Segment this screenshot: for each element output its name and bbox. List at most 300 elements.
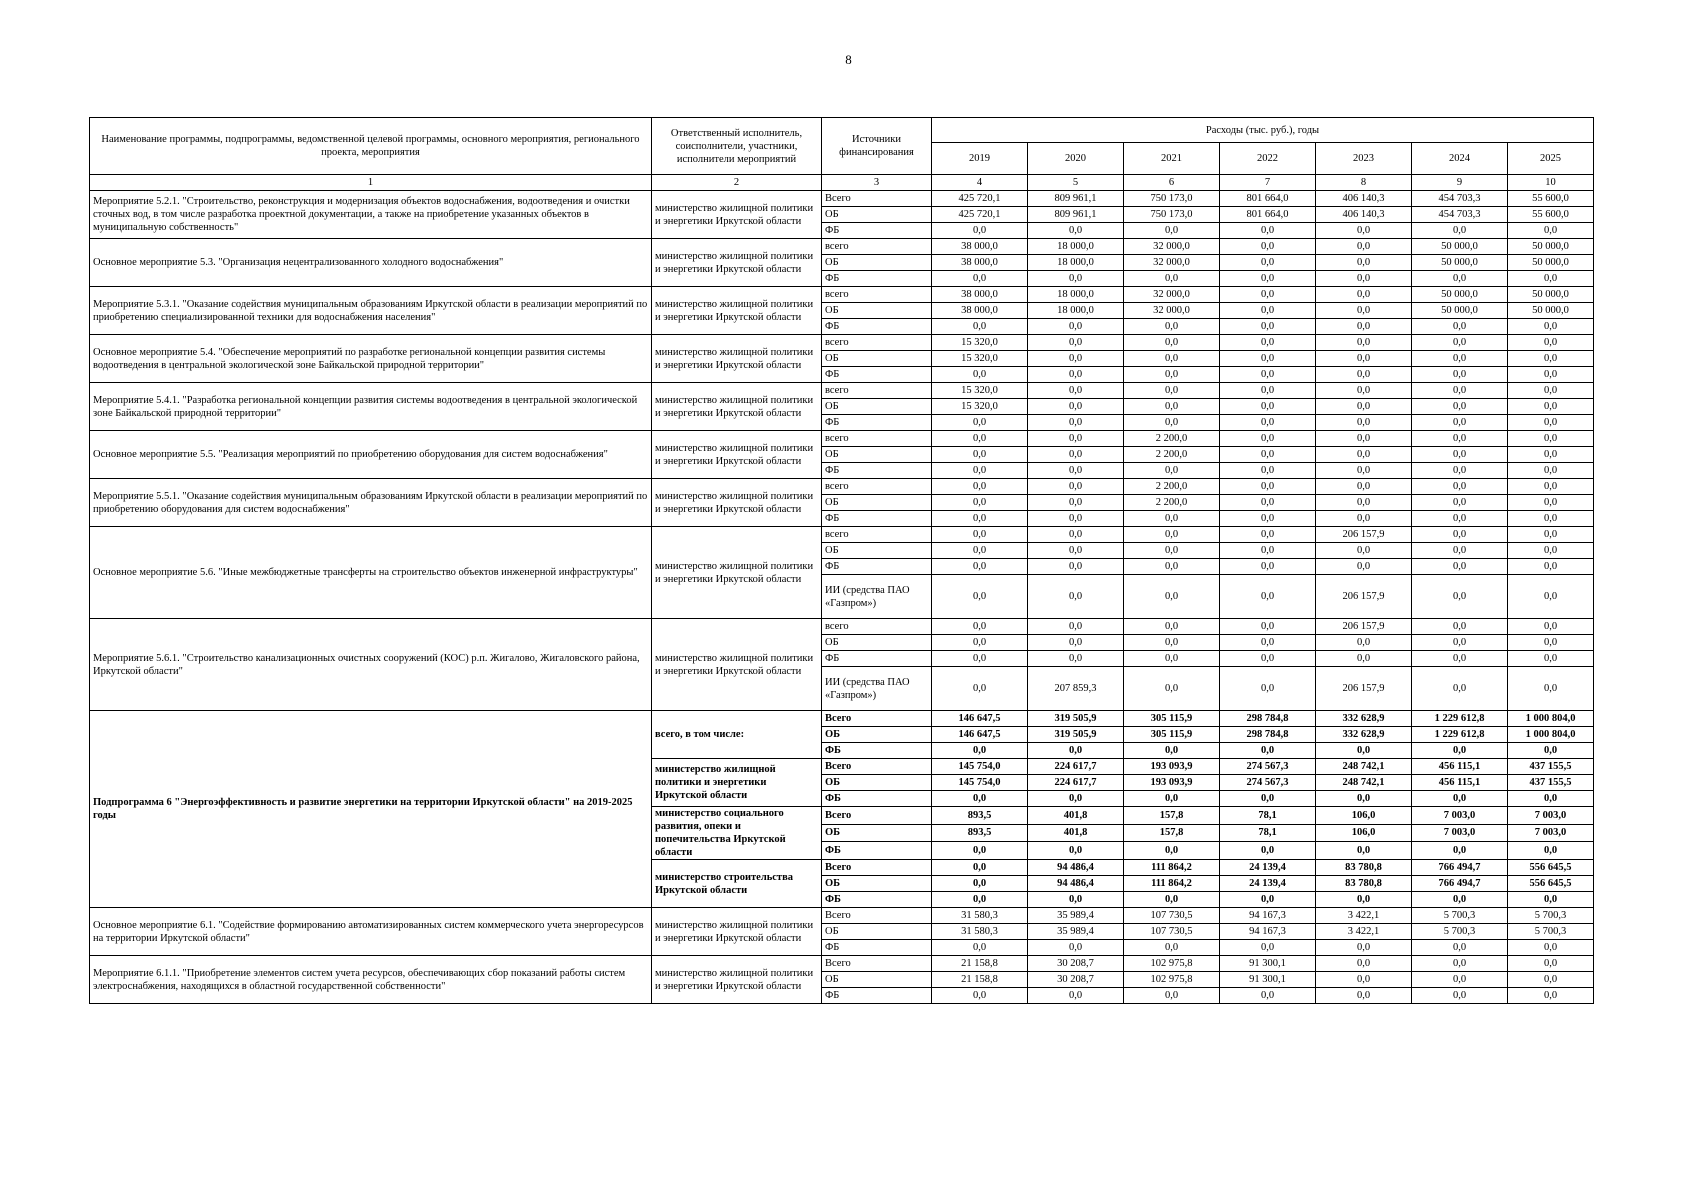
amount-cell: 0,0 — [1412, 447, 1508, 463]
amount-cell: 454 703,3 — [1412, 207, 1508, 223]
table-row — [90, 239, 1594, 255]
amount-cell: 0,0 — [1316, 635, 1412, 651]
amount-cell: 111 864,2 — [1124, 876, 1220, 892]
funding-source: ФБ — [822, 559, 932, 575]
funding-source: Всего — [822, 759, 932, 775]
amount-cell: 0,0 — [1412, 495, 1508, 511]
amount-cell: 1 000 804,0 — [1508, 727, 1594, 743]
amount-cell: 30 208,7 — [1028, 972, 1124, 988]
amount-cell: 21 158,8 — [932, 956, 1028, 972]
amount-cell: 206 157,9 — [1316, 619, 1412, 635]
amount-cell: 0,0 — [1028, 463, 1124, 479]
amount-cell: 456 115,1 — [1412, 775, 1508, 791]
amount-cell: 0,0 — [1412, 399, 1508, 415]
amount-cell: 15 320,0 — [932, 399, 1028, 415]
amount-cell: 0,0 — [932, 842, 1028, 860]
amount-cell: 94 167,3 — [1220, 908, 1316, 924]
amount-cell: 0,0 — [1316, 972, 1412, 988]
amount-cell: 0,0 — [1508, 527, 1594, 543]
amount-cell: 0,0 — [1220, 399, 1316, 415]
amount-cell: 0,0 — [1220, 463, 1316, 479]
executor-cell: министерство жилищной политики и энергетики Иркутской области — [652, 239, 822, 287]
amount-cell: 319 505,9 — [1028, 727, 1124, 743]
amount-cell: 0,0 — [1124, 319, 1220, 335]
header-year: 2019 — [932, 143, 1028, 175]
amount-cell: 401,8 — [1028, 824, 1124, 842]
amount-cell: 18 000,0 — [1028, 303, 1124, 319]
amount-cell: 0,0 — [1124, 463, 1220, 479]
table-row — [90, 287, 1594, 303]
amount-cell: 0,0 — [1412, 543, 1508, 559]
amount-cell: 0,0 — [1316, 956, 1412, 972]
amount-cell: 0,0 — [1508, 988, 1594, 1004]
amount-cell: 18 000,0 — [1028, 239, 1124, 255]
amount-cell: 0,0 — [1124, 559, 1220, 575]
amount-cell: 0,0 — [932, 431, 1028, 447]
executor-cell: министерство жилищной политики и энергетики Иркутской области — [652, 335, 822, 383]
amount-cell: 0,0 — [1412, 223, 1508, 239]
table-row — [90, 191, 1594, 207]
amount-cell: 0,0 — [932, 223, 1028, 239]
amount-cell: 7 003,0 — [1508, 824, 1594, 842]
column-index: 9 — [1412, 175, 1508, 191]
header-name: Наименование программы, подпрограммы, ведомственной целевой программы, основного мероприятия, регионального проекта, мероприятия — [90, 118, 652, 175]
amount-cell: 893,5 — [932, 824, 1028, 842]
amount-cell: 0,0 — [1028, 892, 1124, 908]
header-year: 2024 — [1412, 143, 1508, 175]
amount-cell: 0,0 — [1412, 892, 1508, 908]
amount-cell: 0,0 — [1508, 495, 1594, 511]
amount-cell: 0,0 — [1124, 543, 1220, 559]
amount-cell: 0,0 — [1220, 319, 1316, 335]
funding-source: всего — [822, 239, 932, 255]
amount-cell: 15 320,0 — [932, 383, 1028, 399]
amount-cell: 0,0 — [1028, 367, 1124, 383]
amount-cell: 0,0 — [1028, 447, 1124, 463]
amount-cell: 107 730,5 — [1124, 924, 1220, 940]
amount-cell: 7 003,0 — [1412, 807, 1508, 825]
amount-cell: 0,0 — [1124, 940, 1220, 956]
activity-name: Основное мероприятие 6.1. "Содействие формированию автоматизированных систем коммерческого учета энергоресурсов на территории Иркутской области" — [90, 908, 652, 956]
amount-cell: 332 628,9 — [1316, 727, 1412, 743]
amount-cell: 0,0 — [932, 271, 1028, 287]
amount-cell: 0,0 — [1316, 319, 1412, 335]
amount-cell: 456 115,1 — [1412, 759, 1508, 775]
amount-cell: 0,0 — [1412, 651, 1508, 667]
amount-cell: 94 167,3 — [1220, 924, 1316, 940]
amount-cell: 0,0 — [932, 791, 1028, 807]
funding-source: ФБ — [822, 940, 932, 956]
amount-cell: 50 000,0 — [1508, 239, 1594, 255]
amount-cell: 298 784,8 — [1220, 711, 1316, 727]
amount-cell: 0,0 — [1508, 511, 1594, 527]
column-index: 8 — [1316, 175, 1412, 191]
header-row — [90, 118, 1594, 143]
amount-cell: 0,0 — [1028, 559, 1124, 575]
amount-cell: 0,0 — [1412, 988, 1508, 1004]
amount-cell: 0,0 — [1508, 743, 1594, 759]
amount-cell: 0,0 — [1220, 743, 1316, 759]
amount-cell: 0,0 — [1028, 527, 1124, 543]
amount-cell: 146 647,5 — [932, 711, 1028, 727]
activity-name: Мероприятие 5.2.1. "Строительство, реконструкция и модернизация объектов водоснабжения, водоотведения и очистки сточных вод, в том числе разработка проектной документации, а также на приобретение указанных объектов в муниципальную собственность" — [90, 191, 652, 239]
funding-source: ФБ — [822, 223, 932, 239]
amount-cell: 0,0 — [1508, 559, 1594, 575]
amount-cell: 0,0 — [1220, 791, 1316, 807]
amount-cell: 0,0 — [932, 635, 1028, 651]
amount-cell: 38 000,0 — [932, 303, 1028, 319]
amount-cell: 0,0 — [1508, 651, 1594, 667]
amount-cell: 0,0 — [1028, 635, 1124, 651]
budget-body — [90, 191, 1594, 1004]
funding-source: всего — [822, 479, 932, 495]
amount-cell: 0,0 — [1316, 479, 1412, 495]
amount-cell: 50 000,0 — [1508, 255, 1594, 271]
amount-cell: 0,0 — [1316, 651, 1412, 667]
funding-source: Всего — [822, 711, 932, 727]
funding-source: ОБ — [822, 635, 932, 651]
amount-cell: 0,0 — [1508, 223, 1594, 239]
amount-cell: 206 157,9 — [1316, 527, 1412, 543]
amount-cell: 0,0 — [932, 651, 1028, 667]
amount-cell: 0,0 — [1508, 791, 1594, 807]
table-row — [90, 711, 1594, 727]
amount-cell: 0,0 — [1316, 495, 1412, 511]
funding-source: ОБ — [822, 543, 932, 559]
amount-cell: 2 200,0 — [1124, 495, 1220, 511]
amount-cell: 0,0 — [932, 876, 1028, 892]
funding-source: Всего — [822, 191, 932, 207]
amount-cell: 0,0 — [1028, 651, 1124, 667]
amount-cell: 0,0 — [1028, 431, 1124, 447]
amount-cell: 7 003,0 — [1508, 807, 1594, 825]
executor-cell: министерство жилищной политики и энергетики Иркутской области — [652, 759, 822, 807]
header-year: 2022 — [1220, 143, 1316, 175]
amount-cell: 0,0 — [1124, 842, 1220, 860]
amount-cell: 0,0 — [1316, 447, 1412, 463]
funding-source: ОБ — [822, 351, 932, 367]
amount-cell: 406 140,3 — [1316, 207, 1412, 223]
amount-cell: 0,0 — [1028, 383, 1124, 399]
amount-cell: 1 000 804,0 — [1508, 711, 1594, 727]
amount-cell: 106,0 — [1316, 807, 1412, 825]
amount-cell: 305 115,9 — [1124, 711, 1220, 727]
amount-cell: 38 000,0 — [932, 287, 1028, 303]
amount-cell: 0,0 — [1028, 988, 1124, 1004]
table-row — [90, 431, 1594, 447]
amount-cell: 274 567,3 — [1220, 759, 1316, 775]
activity-name: Мероприятие 5.3.1. "Оказание содействия муниципальным образованиям Иркутской области в реализации мероприятий по приобретению специализированной техники для водоснабжения населения" — [90, 287, 652, 335]
amount-cell: 0,0 — [1412, 527, 1508, 543]
amount-cell: 0,0 — [1412, 319, 1508, 335]
amount-cell: 0,0 — [1124, 367, 1220, 383]
amount-cell: 55 600,0 — [1508, 207, 1594, 223]
funding-source: ОБ — [822, 775, 932, 791]
amount-cell: 0,0 — [1220, 271, 1316, 287]
amount-cell: 0,0 — [1412, 559, 1508, 575]
amount-cell: 50 000,0 — [1412, 303, 1508, 319]
header-expenses: Расходы (тыс. руб.), годы — [932, 118, 1594, 143]
amount-cell: 0,0 — [1316, 543, 1412, 559]
amount-cell: 0,0 — [1220, 335, 1316, 351]
amount-cell: 809 961,1 — [1028, 191, 1124, 207]
funding-source: ФБ — [822, 988, 932, 1004]
amount-cell: 0,0 — [1028, 791, 1124, 807]
amount-cell: 319 505,9 — [1028, 711, 1124, 727]
column-index: 1 — [90, 175, 652, 191]
amount-cell: 2 200,0 — [1124, 479, 1220, 495]
amount-cell: 0,0 — [932, 559, 1028, 575]
column-index: 3 — [822, 175, 932, 191]
amount-cell: 0,0 — [1316, 255, 1412, 271]
amount-cell: 0,0 — [932, 479, 1028, 495]
amount-cell: 0,0 — [1124, 383, 1220, 399]
amount-cell: 83 780,8 — [1316, 876, 1412, 892]
activity-name: Подпрограмма 6 "Энергоэффективность и развитие энергетики на территории Иркутской области" на 2019-2025 годы — [90, 711, 652, 908]
amount-cell: 5 700,3 — [1508, 908, 1594, 924]
amount-cell: 0,0 — [1220, 667, 1316, 711]
amount-cell: 0,0 — [1220, 892, 1316, 908]
budget-table — [89, 117, 1594, 1004]
executor-cell: министерство жилищной политики и энергетики Иркутской области — [652, 287, 822, 335]
funding-source: ОБ — [822, 972, 932, 988]
header-executor: Ответственный исполнитель, соисполнители, участники, исполнители мероприятий — [652, 118, 822, 175]
amount-cell: 0,0 — [1028, 271, 1124, 287]
amount-cell: 0,0 — [1220, 842, 1316, 860]
executor-cell: министерство жилищной политики и энергетики Иркутской области — [652, 527, 822, 619]
amount-cell: 0,0 — [932, 447, 1028, 463]
funding-source: ФБ — [822, 743, 932, 759]
executor-cell: министерство жилищной политики и энергетики Иркутской области — [652, 908, 822, 956]
amount-cell: 0,0 — [1220, 527, 1316, 543]
amount-cell: 5 700,3 — [1412, 908, 1508, 924]
amount-cell: 32 000,0 — [1124, 255, 1220, 271]
funding-source: ОБ — [822, 303, 932, 319]
amount-cell: 0,0 — [1508, 367, 1594, 383]
amount-cell: 0,0 — [1124, 399, 1220, 415]
funding-source: всего — [822, 383, 932, 399]
amount-cell: 30 208,7 — [1028, 956, 1124, 972]
amount-cell: 248 742,1 — [1316, 775, 1412, 791]
amount-cell: 0,0 — [1316, 892, 1412, 908]
funding-source: ОБ — [822, 495, 932, 511]
amount-cell: 7 003,0 — [1412, 824, 1508, 842]
funding-source: ОБ — [822, 727, 932, 743]
amount-cell: 274 567,3 — [1220, 775, 1316, 791]
activity-name: Мероприятие 5.4.1. "Разработка региональной концепции развития системы водоотведения в центральной экологической зоне Байкальской природной территории" — [90, 383, 652, 431]
column-index: 10 — [1508, 175, 1594, 191]
header-year: 2020 — [1028, 143, 1124, 175]
amount-cell: 0,0 — [1028, 351, 1124, 367]
amount-cell: 0,0 — [932, 743, 1028, 759]
amount-cell: 809 961,1 — [1028, 207, 1124, 223]
amount-cell: 0,0 — [1412, 842, 1508, 860]
amount-cell: 0,0 — [1220, 988, 1316, 1004]
amount-cell: 0,0 — [1508, 479, 1594, 495]
amount-cell: 0,0 — [932, 527, 1028, 543]
amount-cell: 0,0 — [1316, 383, 1412, 399]
amount-cell: 0,0 — [1412, 367, 1508, 383]
amount-cell: 0,0 — [1220, 559, 1316, 575]
amount-cell: 1 229 612,8 — [1412, 727, 1508, 743]
amount-cell: 83 780,8 — [1316, 860, 1412, 876]
amount-cell: 0,0 — [1028, 511, 1124, 527]
amount-cell: 15 320,0 — [932, 351, 1028, 367]
amount-cell: 207 859,3 — [1028, 667, 1124, 711]
amount-cell: 0,0 — [932, 511, 1028, 527]
funding-source: Всего — [822, 860, 932, 876]
amount-cell: 0,0 — [1316, 415, 1412, 431]
amount-cell: 0,0 — [1028, 335, 1124, 351]
amount-cell: 3 422,1 — [1316, 924, 1412, 940]
amount-cell: 2 200,0 — [1124, 447, 1220, 463]
amount-cell: 0,0 — [1316, 743, 1412, 759]
amount-cell: 0,0 — [1124, 651, 1220, 667]
amount-cell: 0,0 — [1220, 367, 1316, 383]
amount-cell: 0,0 — [1412, 511, 1508, 527]
amount-cell: 766 494,7 — [1412, 860, 1508, 876]
amount-cell: 0,0 — [932, 860, 1028, 876]
amount-cell: 21 158,8 — [932, 972, 1028, 988]
header-sources: Источники финансирования — [822, 118, 932, 175]
amount-cell: 0,0 — [1508, 351, 1594, 367]
amount-cell: 298 784,8 — [1220, 727, 1316, 743]
amount-cell: 50 000,0 — [1508, 287, 1594, 303]
table-row — [90, 527, 1594, 543]
amount-cell: 556 645,5 — [1508, 860, 1594, 876]
amount-cell: 0,0 — [1028, 940, 1124, 956]
amount-cell: 5 700,3 — [1412, 924, 1508, 940]
table-row — [90, 619, 1594, 635]
amount-cell: 0,0 — [1028, 223, 1124, 239]
amount-cell: 0,0 — [932, 988, 1028, 1004]
amount-cell: 146 647,5 — [932, 727, 1028, 743]
amount-cell: 248 742,1 — [1316, 759, 1412, 775]
amount-cell: 893,5 — [932, 807, 1028, 825]
amount-cell: 0,0 — [1508, 383, 1594, 399]
amount-cell: 0,0 — [932, 463, 1028, 479]
amount-cell: 0,0 — [1028, 842, 1124, 860]
amount-cell: 0,0 — [1124, 271, 1220, 287]
amount-cell: 55 600,0 — [1508, 191, 1594, 207]
amount-cell: 0,0 — [932, 495, 1028, 511]
amount-cell: 0,0 — [1124, 791, 1220, 807]
amount-cell: 157,8 — [1124, 824, 1220, 842]
amount-cell: 0,0 — [1412, 667, 1508, 711]
funding-source: ФБ — [822, 415, 932, 431]
table-row — [90, 908, 1594, 924]
amount-cell: 0,0 — [1028, 479, 1124, 495]
column-index: 7 — [1220, 175, 1316, 191]
amount-cell: 50 000,0 — [1412, 239, 1508, 255]
amount-cell: 31 580,3 — [932, 908, 1028, 924]
amount-cell: 35 989,4 — [1028, 908, 1124, 924]
amount-cell: 145 754,0 — [932, 775, 1028, 791]
amount-cell: 106,0 — [1316, 824, 1412, 842]
amount-cell: 0,0 — [1316, 351, 1412, 367]
amount-cell: 0,0 — [1412, 271, 1508, 287]
funding-source: ИИ (средства ПАО «Газпром») — [822, 575, 932, 619]
amount-cell: 0,0 — [1220, 940, 1316, 956]
amount-cell: 0,0 — [1316, 335, 1412, 351]
amount-cell: 91 300,1 — [1220, 972, 1316, 988]
amount-cell: 406 140,3 — [1316, 191, 1412, 207]
header-year: 2025 — [1508, 143, 1594, 175]
amount-cell: 0,0 — [1220, 635, 1316, 651]
amount-cell: 206 157,9 — [1316, 667, 1412, 711]
amount-cell: 0,0 — [932, 543, 1028, 559]
amount-cell: 0,0 — [1412, 635, 1508, 651]
amount-cell: 0,0 — [1316, 287, 1412, 303]
amount-cell: 0,0 — [1124, 527, 1220, 543]
activity-name: Основное мероприятие 5.5. "Реализация мероприятий по приобретению оборудования для систем водоснабжения" — [90, 431, 652, 479]
amount-cell: 0,0 — [1124, 415, 1220, 431]
amount-cell: 0,0 — [1316, 463, 1412, 479]
funding-source: всего — [822, 527, 932, 543]
amount-cell: 0,0 — [1028, 319, 1124, 335]
amount-cell: 0,0 — [1508, 940, 1594, 956]
amount-cell: 766 494,7 — [1412, 876, 1508, 892]
table-row — [90, 383, 1594, 399]
amount-cell: 193 093,9 — [1124, 775, 1220, 791]
amount-cell: 0,0 — [932, 319, 1028, 335]
amount-cell: 0,0 — [932, 892, 1028, 908]
amount-cell: 801 664,0 — [1220, 191, 1316, 207]
funding-source: ФБ — [822, 271, 932, 287]
amount-cell: 145 754,0 — [932, 759, 1028, 775]
amount-cell: 401,8 — [1028, 807, 1124, 825]
amount-cell: 0,0 — [1220, 651, 1316, 667]
funding-source: всего — [822, 335, 932, 351]
amount-cell: 0,0 — [1412, 743, 1508, 759]
executor-cell: министерство социального развития, опеки и попечительства Иркутской области — [652, 807, 822, 860]
funding-source: ОБ — [822, 876, 932, 892]
amount-cell: 0,0 — [1508, 842, 1594, 860]
amount-cell: 437 155,5 — [1508, 759, 1594, 775]
amount-cell: 0,0 — [1508, 619, 1594, 635]
amount-cell: 0,0 — [1316, 431, 1412, 447]
amount-cell: 24 139,4 — [1220, 860, 1316, 876]
funding-source: ФБ — [822, 892, 932, 908]
amount-cell: 111 864,2 — [1124, 860, 1220, 876]
amount-cell: 0,0 — [1316, 791, 1412, 807]
amount-cell: 0,0 — [1124, 619, 1220, 635]
column-index: 5 — [1028, 175, 1124, 191]
funding-source: Всего — [822, 956, 932, 972]
executor-cell: министерство жилищной политики и энергетики Иркутской области — [652, 956, 822, 1004]
activity-name: Мероприятие 5.5.1. "Оказание содействия муниципальным образованиям Иркутской области в реализации мероприятий по приобретению оборудования для систем водоснабжения" — [90, 479, 652, 527]
amount-cell: 102 975,8 — [1124, 956, 1220, 972]
column-index: 2 — [652, 175, 822, 191]
amount-cell: 24 139,4 — [1220, 876, 1316, 892]
amount-cell: 0,0 — [1124, 743, 1220, 759]
amount-cell: 0,0 — [932, 619, 1028, 635]
table-row — [90, 479, 1594, 495]
activity-name: Основное мероприятие 5.3. "Организация нецентрализованного холодного водоснабжения" — [90, 239, 652, 287]
amount-cell: 0,0 — [1316, 511, 1412, 527]
amount-cell: 50 000,0 — [1412, 287, 1508, 303]
activity-name: Основное мероприятие 5.4. "Обеспечение мероприятий по разработке региональной концепции развития системы водоотведения в центральной экологической зоне Байкальской природной территории" — [90, 335, 652, 383]
amount-cell: 0,0 — [1316, 223, 1412, 239]
amount-cell: 0,0 — [1220, 447, 1316, 463]
amount-cell: 35 989,4 — [1028, 924, 1124, 940]
amount-cell: 0,0 — [1316, 842, 1412, 860]
amount-cell: 0,0 — [1508, 319, 1594, 335]
amount-cell: 102 975,8 — [1124, 972, 1220, 988]
amount-cell: 78,1 — [1220, 824, 1316, 842]
funding-source: ОБ — [822, 255, 932, 271]
amount-cell: 0,0 — [1412, 463, 1508, 479]
